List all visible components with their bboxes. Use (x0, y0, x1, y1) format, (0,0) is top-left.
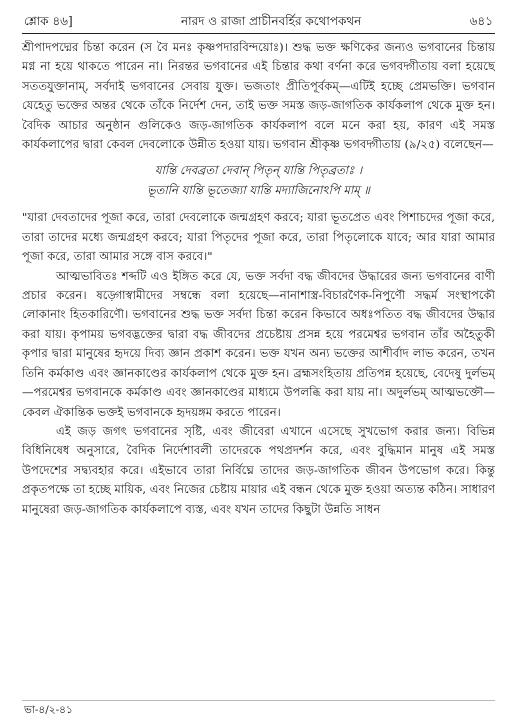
verse-line-1: যান্তি দেবব্রতা দেবান্ পিতৃন্ যান্তি পিতৃব্রতাঃ । (154, 163, 363, 178)
paragraph-purport-1: শ্রীপাদপদ্মের চিন্তা করেন (স বৈ মনঃ কৃষ্ণপদারবিন্দয়োঃ)। শুদ্ধ ভক্ত ক্ষণিকের জন্যও ভগবানের চিন্তায় মগ্ন না হয়ে থাকতে পারেন না। নিরন্তর ভগবানের এই চিন্তার কথা বর্ণনা করে ভগবদ্গীতায় বলা হয়েছে সততযুক্তানাম্, সর্বদাই ভগবানের সেবায় যুক্ত। ভজতাং প্রীতিপূর্বকম্—এটিই হচ্ছে প্রেমভক্তি। ভগবান যেহেতু ভক্তের অন্তর থেকে তাঁকে নির্দেশ দেন, তাই ভক্ত সমস্ত জড়-জাগতিক কার্যকলাপ থেকে মুক্ত হন। বৈদিক আচার অনুষ্ঠান গুলিকেও জড়-জাগতিক কার্যকলাপ বলে মনে করা হয়, কারণ এই সমস্ত কার্যকলাপের দ্বারা কেবল দেবলোকে উন্নীত হওয়া যায়। ভগবান শ্রীকৃষ্ণ ভগবদ্গীতায় (৯/২৫) বলেছেন— (22, 40, 495, 152)
verse-translation: "যারা দেবতাদের পূজা করে, তারা দেবলোকে জন্মগ্রহণ করবে; যারা ভূতপ্রেত এবং পিশাচদের পূজা করে, তারা তাদের মধ্যে জন্মগ্রহণ করবে; যারা পিতৃদের পূজা করে, তারা পিতৃলোকে যাবে; আর যারা আমার পূজা করে, তারা আমার সঙ্গে বাস করবে।" (22, 210, 495, 264)
chapter-title: নারদ ও রাজা প্রাচীনবর্হির কথোপকথন (180, 14, 362, 28)
body-text (22, 38, 495, 695)
verse-reference: শ্লোক ৪৬] (24, 14, 73, 28)
running-header (24, 10, 493, 32)
paragraph-purport-2: আত্মভাবিতঃ শব্দটি এও ইঙ্গিত করে যে, ভক্ত সর্বদা বদ্ধ জীবদের উদ্ধারের জন্য ভগবানের বাণী প্রচার করেন। ষড়্গোস্বামীদের সম্বন্ধে বলা হয়েছে—নানাশাস্ত্র-বিচারণৈক-নিপুণৌ সদ্ধর্ম সংস্থাপকৌ লোকানাং হিতকারিণৌ। ভগবানের শুদ্ধ ভক্ত সর্বদা চিন্তা করেন কিভাবে অধঃপতিত বদ্ধ জীবদের উদ্ধার করা যায়। কৃপাময় ভগবদ্ভক্তের দ্বারা বদ্ধ জীবদের প্রচেষ্টায় প্রসন্ন হয়ে পরমেশ্বর ভগবান তাঁর অহৈতুকী কৃপার দ্বারা মানুষের হৃদয়ে দিব্য জ্ঞান প্রকাশ করেন। ভক্ত যখন অন্য ভক্তের আশীর্বাদ লাভ করেন, তখন তিনি কর্মকাণ্ড এবং জ্ঞানকাণ্ডের কার্যকলাপ থেকে মুক্ত হন। ব্রহ্মসংহিতায় প্রতিপন্ন হয়েছে, বেদেষু দুর্লভম্—পরমেশ্বর ভগবানকে কর্মকাণ্ড এবং জ্ঞানকাণ্ডের মাধ্যমে উপলব্ধি করা যায় না। অদুর্লভম্ আত্মভক্তৌ—কেবল ঐকান্তিক ভক্তই ভগবানকে হৃদয়ঙ্গম করতে পারেন। (22, 268, 495, 419)
paragraph-purport-3: এই জড় জগৎ ভগবানের সৃষ্টি, এবং জীবেরা এখানে এসেছে সুখভোগ করার জন্য। বিভিন্ন বিধিনিষেধ অনুসারে, বৈদিক নির্দেশাবলী তাদেরকে পথপ্রদর্শন করে, এবং বুদ্ধিমান মানুষ এই সমস্ত উপদেশের সদ্ব্যবহার করে। এইভাবে তারা নির্বিঘ্নে তাদের জড়-জাগতিক জীবন উপভোগ করে। কিন্তু প্রকৃতপক্ষে তা হচ্ছে মায়িক, এবং নিজের চেষ্টায় মায়ার এই বন্ধন থেকে মুক্ত হওয়া অত্যন্ত কঠিন। সাধারণ মানুষেরা জড়-জাগতিক কার্যকলাপে ব্যস্ত, এবং যখন তাদের কিছুটা উন্নতি সাধন (22, 423, 495, 516)
sanskrit-verse (22, 160, 495, 200)
header-divider (22, 33, 495, 34)
verse-line-2: ভূতানি যান্তি ভূতেজ্যা যান্তি মদ্যাজিনোঽপি মাম্ ॥ (146, 183, 370, 198)
footer-divider (22, 700, 495, 701)
page-number: ৬৪১ (469, 14, 493, 28)
printer-signature: ভা-৪/২-৪১ (24, 704, 73, 716)
